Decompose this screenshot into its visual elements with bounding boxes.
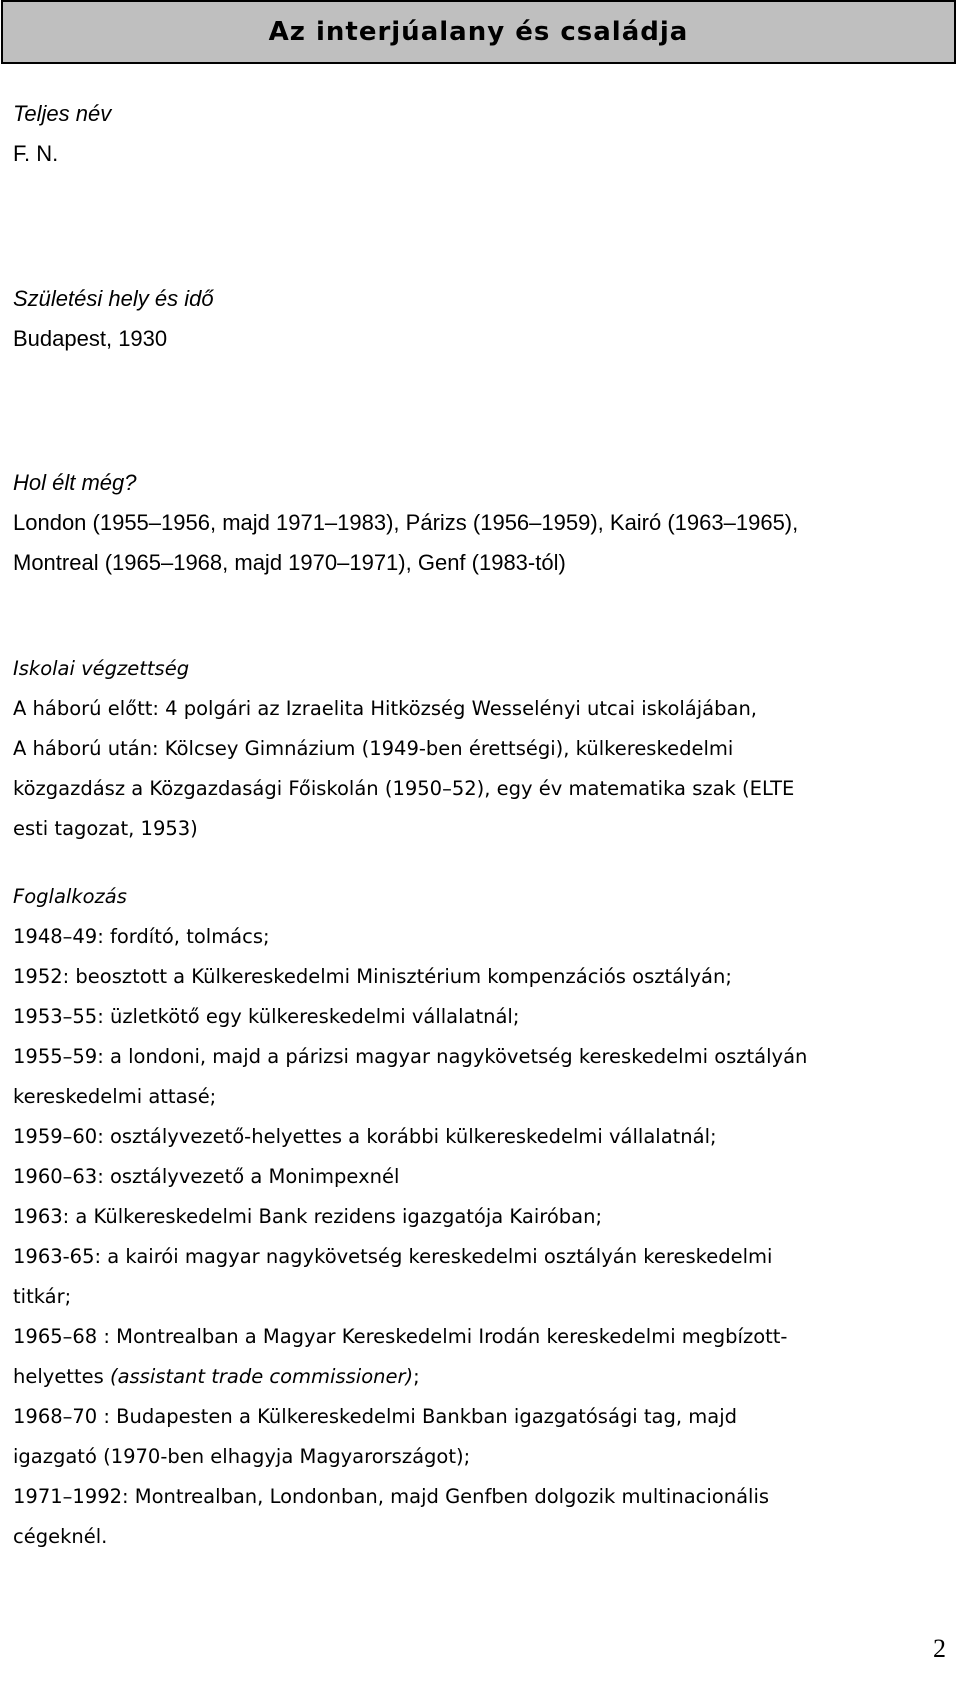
birth-section xyxy=(13,279,953,359)
residence-label: Hol élt még? xyxy=(13,470,137,495)
occupation-line: 1948–49: fordító, tolmács; xyxy=(13,925,270,948)
occupation-line: 1963-65: a kairói magyar nagykövetség kereskedelmi osztályán kereskedelmi xyxy=(13,1245,773,1268)
occupation-line: 1960–63: osztályvezető a Monimpexnél xyxy=(13,1165,400,1188)
occupation-line: 1952: beosztott a Külkereskedelmi Minisztérium kompenzációs osztályán; xyxy=(13,965,732,988)
occupation-text: helyettes xyxy=(13,1365,110,1388)
occupation-line-helyettes xyxy=(13,1357,953,1397)
residence-line: Montreal (1965–1968, majd 1970–1971), Genf (1983-tól) xyxy=(13,550,566,575)
occupation-label: Foglalkozás xyxy=(13,885,127,908)
occupation-line: 1955–59: a londoni, majd a párizsi magyar nagykövetség kereskedelmi osztályán xyxy=(13,1045,808,1068)
occupation-line: 1971–1992: Montrealban, Londonban, majd Genfben dolgozik multinacionális xyxy=(13,1485,770,1508)
occupation-line: 1963: a Külkereskedelmi Bank rezidens igazgatója Kairóban; xyxy=(13,1205,603,1228)
residence-section xyxy=(13,463,953,583)
education-line: közgazdász a Közgazdasági Főiskolán (1950–52), egy év matematika szak (ELTE xyxy=(13,777,795,800)
occupation-english-title: (assistant trade commissioner) xyxy=(109,1365,414,1388)
occupation-line: titkár; xyxy=(13,1285,72,1308)
occupation-line: 1965–68 : Montrealban a Magyar Kereskedelmi Irodán kereskedelmi megbízott- xyxy=(13,1325,788,1348)
occupation-line: 1959–60: osztályvezető-helyettes a korábbi külkereskedelmi vállalatnál; xyxy=(13,1125,717,1148)
occupation-section xyxy=(13,877,953,1557)
occupation-line: kereskedelmi attasé; xyxy=(13,1085,217,1108)
occupation-line: 1953–55: üzletkötő egy külkereskedelmi vállalatnál; xyxy=(13,1005,520,1028)
full-name-value: F. N. xyxy=(13,141,59,166)
education-section xyxy=(13,649,953,849)
birth-label: Születési hely és idő xyxy=(13,286,214,311)
page-number: 2 xyxy=(933,1634,946,1663)
full-name-section xyxy=(13,94,953,174)
occupation-line: cégeknél. xyxy=(13,1525,108,1548)
occupation-text: ; xyxy=(413,1365,420,1388)
occupation-line: 1968–70 : Budapesten a Külkereskedelmi Bankban igazgatósági tag, majd xyxy=(13,1405,737,1428)
education-line: A háború előtt: 4 polgári az Izraelita Hitközség Wesselényi utcai iskolájában, xyxy=(13,697,758,720)
residence-line: London (1955–1956, majd 1971–1983), Párizs (1956–1959), Kairó (1963–1965), xyxy=(13,510,799,535)
birth-value: Budapest, 1930 xyxy=(13,326,168,351)
section-header xyxy=(1,0,956,64)
section-title: Az interjúalany és családja xyxy=(268,17,689,47)
occupation-line: igazgató (1970-ben elhagyja Magyarországot); xyxy=(13,1445,471,1468)
education-label: Iskolai végzettség xyxy=(13,657,190,680)
full-name-label: Teljes név xyxy=(13,101,112,126)
education-line: A háború után: Kölcsey Gimnázium (1949-ben érettségi), külkereskedelmi xyxy=(13,737,734,760)
education-line: esti tagozat, 1953) xyxy=(13,817,198,840)
